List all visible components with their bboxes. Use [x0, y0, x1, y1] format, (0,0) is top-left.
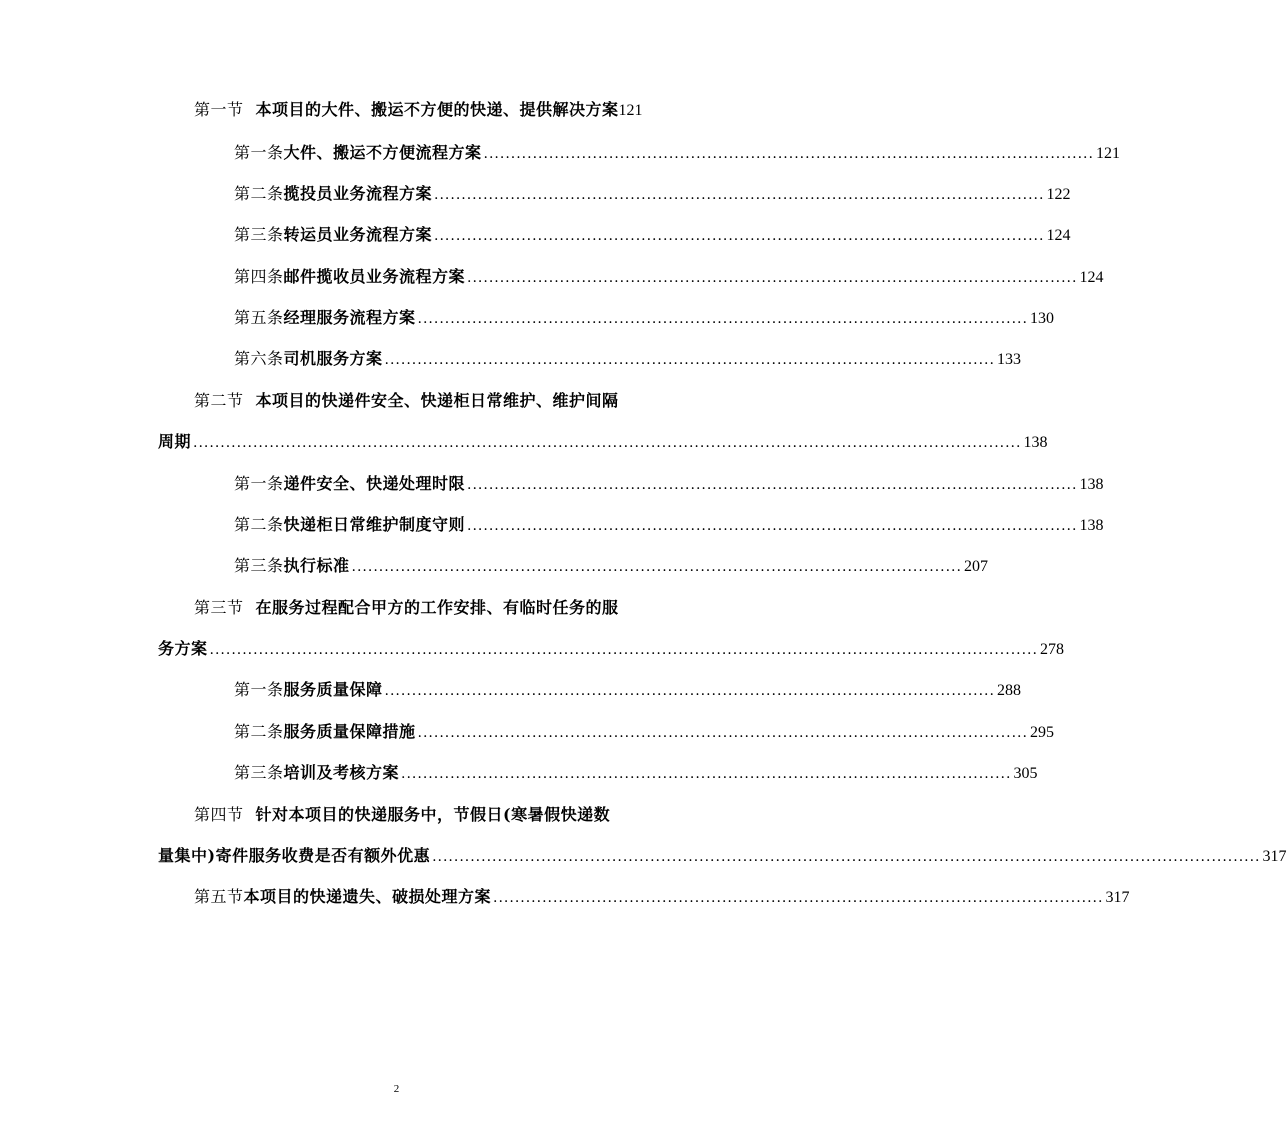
dot-leader: ................................................................................................................ [434, 187, 1045, 203]
toc-page-number: 138 [1079, 517, 1104, 534]
toc-page-number: 317 [1262, 848, 1287, 865]
toc-page-number: 305 [1013, 765, 1038, 782]
toc-label: 第三条 [234, 763, 284, 782]
toc-title: 本项目的快递件安全、快递柜日常维护、维护间隔 [255, 391, 619, 410]
toc-title: 司机服务方案 [283, 349, 383, 368]
toc-page-number: 138 [1079, 476, 1104, 493]
dot-leader: ................................................................................................................ [467, 477, 1078, 493]
toc-section-4 [194, 802, 694, 828]
toc-item-3-3 [234, 760, 1038, 786]
toc-item-2-1 [234, 471, 1104, 497]
toc-item-1-1 [234, 140, 1120, 166]
toc-title-continued: 周期 [158, 432, 192, 451]
dot-leader: ................................................................................................................ [401, 766, 1012, 782]
toc-item-1-3 [234, 222, 1071, 248]
toc-title: 执行标准 [283, 556, 350, 575]
dot-leader: ................................................................................................................ [467, 270, 1078, 286]
toc-section-2-continued [158, 429, 1048, 455]
toc-section-5 [194, 884, 1130, 910]
toc-title: 揽投员业务流程方案 [283, 184, 433, 203]
dot-leader: ........................................................................................................................................................ [432, 849, 1261, 865]
toc-label: 第一条 [234, 680, 284, 699]
toc-title: 递件安全、快递处理时限 [283, 474, 466, 493]
toc-item-2-2 [234, 512, 1104, 538]
toc-title-continued: 量集中)寄件服务收费是否有额外优惠 [158, 846, 431, 865]
dot-leader: ................................................................................................................ [384, 683, 995, 699]
toc-title: 服务质量保障 [283, 680, 383, 699]
toc-section-3 [194, 595, 694, 621]
toc-label: 第二节 [194, 391, 244, 410]
toc-title: 培训及考核方案 [283, 763, 400, 782]
toc-label: 第三条 [234, 225, 284, 244]
toc-title: 转运员业务流程方案 [283, 225, 433, 244]
toc-item-1-2 [234, 181, 1071, 207]
toc-page-number: 138 [1023, 434, 1048, 451]
toc-label: 第四条 [234, 267, 284, 286]
toc-title: 针对本项目的快递服务中，节假日(寒暑假快递数 [255, 805, 611, 824]
toc-title: 大件、搬运不方便流程方案 [283, 143, 482, 162]
dot-leader: ................................................................................................................ [467, 518, 1078, 534]
toc-title: 快递柜日常维护制度守则 [283, 515, 466, 534]
toc-title: 在服务过程配合甲方的工作安排、有临时任务的服 [255, 598, 619, 617]
toc-title: 本项目的大件、搬运不方便的快递、提供解决方案 [255, 100, 619, 119]
toc-label: 第二条 [234, 722, 284, 741]
dot-leader: ................................................................................................................ [417, 725, 1028, 741]
toc-title: 服务质量保障措施 [283, 722, 416, 741]
dot-leader: ................................................................................................................ [483, 146, 1094, 162]
toc-title: 经理服务流程方案 [283, 308, 416, 327]
toc-section-4-continued [158, 843, 1287, 869]
toc-label: 第二条 [234, 184, 284, 203]
toc-page-number: 121 [618, 102, 643, 119]
toc-page-number: 124 [1046, 227, 1071, 244]
toc-page-number: 122 [1046, 186, 1071, 203]
toc-label: 第六条 [234, 349, 284, 368]
toc-item-1-4 [234, 264, 1104, 290]
toc-section-3-continued [158, 636, 1064, 662]
toc-page-number: 288 [996, 682, 1021, 699]
dot-leader: ........................................................................................................................................................ [193, 435, 1022, 451]
toc-page-number: 278 [1039, 641, 1064, 658]
toc-page-number: 295 [1029, 724, 1054, 741]
toc-title: 邮件揽收员业务流程方案 [283, 267, 466, 286]
toc-section-2 [194, 388, 694, 414]
toc-section-1 [194, 97, 714, 123]
toc-page-number: 133 [996, 351, 1021, 368]
toc-page-number: 130 [1029, 310, 1054, 327]
toc-item-1-5 [234, 305, 1054, 331]
toc-title: 本项目的快递遗失、破损处理方案 [243, 887, 492, 906]
toc-label: 第一节 [194, 100, 244, 119]
toc-label: 第五条 [234, 308, 284, 327]
toc-page-number: 317 [1105, 889, 1130, 906]
toc-item-3-1 [234, 677, 1021, 703]
toc-item-3-2 [234, 719, 1054, 745]
toc-item-2-3 [234, 553, 988, 579]
toc-label: 第五节 [194, 887, 244, 906]
toc-label: 第三条 [234, 556, 284, 575]
dot-leader: ................................................................................................................ [351, 559, 962, 575]
toc-label: 第三节 [194, 598, 244, 617]
toc-label: 第二条 [234, 515, 284, 534]
page-number: 2 [393, 1083, 400, 1095]
toc-label: 第一条 [234, 474, 284, 493]
toc-title-continued: 务方案 [158, 639, 208, 658]
dot-leader: ................................................................................................................ [417, 311, 1028, 327]
toc-label: 第一条 [234, 143, 284, 162]
dot-leader: ........................................................................................................................................................ [209, 642, 1038, 658]
dot-leader: ................................................................................................................ [434, 228, 1045, 244]
toc-page-number: 124 [1079, 269, 1104, 286]
toc-label: 第四节 [194, 805, 244, 824]
toc-page-number: 121 [1095, 145, 1120, 162]
dot-leader: ................................................................................................................ [384, 352, 995, 368]
dot-leader: ................................................................................................................ [493, 890, 1104, 906]
toc-item-1-6 [234, 346, 1021, 372]
toc-page-number: 207 [963, 558, 988, 575]
